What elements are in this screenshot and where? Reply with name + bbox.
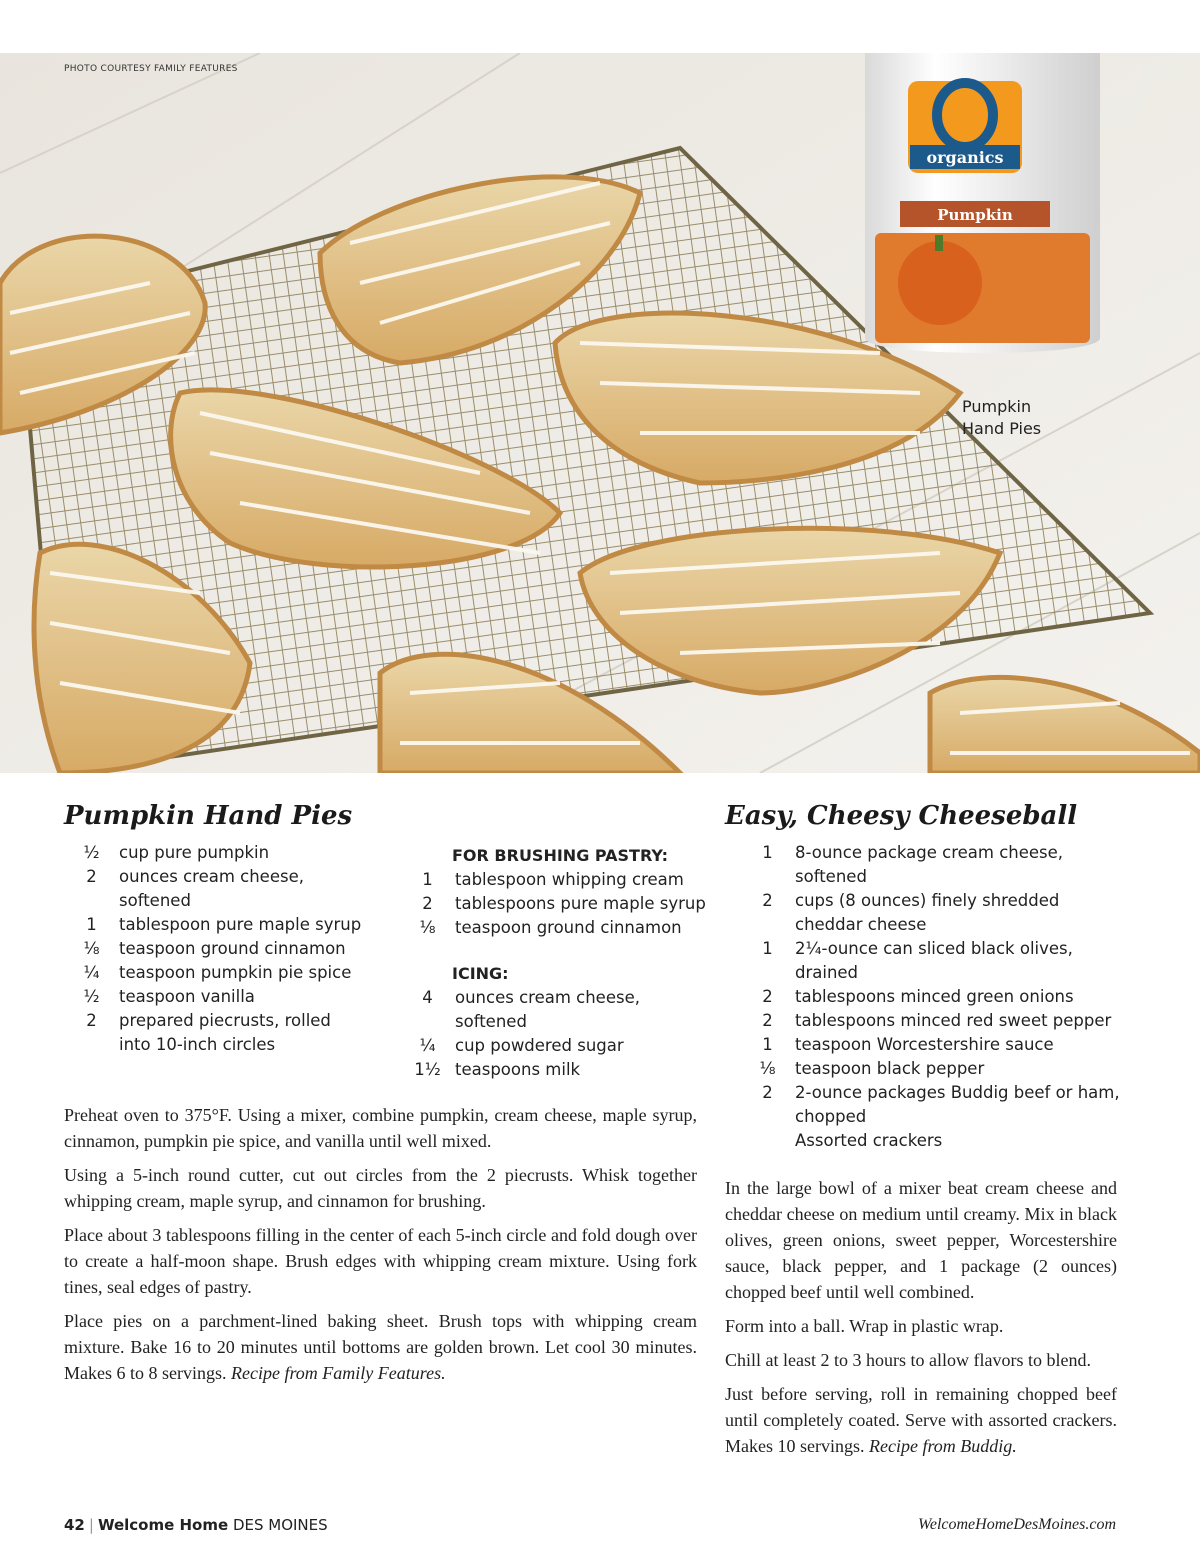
recipe-title-pumpkin: Pumpkin Hand Pies: [64, 801, 353, 831]
ingredient-row: ¼ cup powdered sugar: [419, 1036, 624, 1055]
ingredient-row: 1 tablespoon whipping cream: [422, 870, 684, 889]
ingredient-row: ⅛ teaspoon ground cinnamon: [419, 918, 682, 937]
svg-text:Pumpkin: Pumpkin: [937, 206, 1013, 224]
brushing-heading: FOR BRUSHING PASTRY:: [452, 846, 669, 865]
cheeseball-directions: [725, 1175, 1117, 1467]
photo-caption: Pumpkin Hand Pies: [962, 397, 1042, 438]
ingredient-row: ⅛ teaspoon black pepper: [759, 1059, 985, 1078]
ingredient-row: 1 tablespoon pure maple syrup: [86, 915, 362, 934]
ingredient-row: chopped: [795, 1107, 867, 1126]
pumpkin-directions: [64, 1102, 697, 1394]
ingredient-row: softened: [795, 867, 867, 886]
ingredient-row: cheddar cheese: [795, 915, 927, 934]
direction-paragraph: Using a 5-inch round cutter, cut out circles from the 2 piecrusts. Whisk together whipping cream, maple syrup, and cinnamon for brushing.: [64, 1165, 697, 1211]
ingredient-row: 2 cups (8 ounces) finely shredded: [762, 891, 1060, 910]
ingredient-row: 1 teaspoon Worcestershire sauce: [762, 1035, 1054, 1054]
direction-paragraph: In the large bowl of a mixer beat cream cheese and cheddar cheese on medium until creamy. Mix in black olives, green onions, sweet pepper, Worcestershire sauce, black pepper, and 1 package (2 ounces) chopped beef until well combined.: [725, 1178, 1117, 1302]
ingredient-row: ½ teaspoon vanilla: [83, 987, 255, 1006]
recipe-credit: Recipe from Buddig.: [868, 1436, 1017, 1456]
ingredient-row: 2 tablespoons minced red sweet pepper: [762, 1011, 1112, 1030]
folio: 42 | Welcome Home DES MOINES: [64, 1516, 328, 1534]
ingredient-row: 2 2-ounce packages Buddig beef or ham,: [762, 1083, 1120, 1102]
ingredient-row: 2 ounces cream cheese,: [86, 867, 304, 886]
direction-paragraph: Preheat oven to 375°F. Using a mixer, combine pumpkin, cream cheese, maple syrup, cinnamon, pumpkin pie spice, and vanilla until well mixed.: [64, 1105, 697, 1151]
ingredient-row: ¼ teaspoon pumpkin pie spice: [83, 963, 352, 982]
website-url[interactable]: WelcomeHomeDesMoines.com: [917, 1516, 1116, 1533]
direction-paragraph: Place about 3 tablespoons filling in the center of each 5-inch circle and fold dough over to create a half-moon shape. Brush edges with whipping cream mixture. Using fork tines, seal edges of pastry.: [64, 1225, 697, 1297]
direction-paragraph: Place pies on a parchment-lined baking sheet. Brush tops with whipping cream mixture. Bake 16 to 20 minutes until bottoms are golden brown. Let cool 30 minutes. Makes 6 to 8 servings. Recipe from Family Features.: [64, 1311, 697, 1383]
ingredient-row: 1½ teaspoons milk: [414, 1060, 581, 1079]
recipe-title-cheeseball: Easy, Cheesy Cheeseball: [725, 801, 1078, 831]
direction-paragraph: Form into a ball. Wrap in plastic wrap.: [725, 1316, 1004, 1336]
pumpkin-can: [865, 53, 1100, 353]
ingredient-row: softened: [119, 891, 191, 910]
ingredient-row: 1 8-ounce package cream cheese,: [762, 843, 1064, 862]
direction-paragraph: Chill at least 2 to 3 hours to allow flavors to blend.: [725, 1350, 1091, 1370]
ingredient-row: ½ cup pure pumpkin: [83, 843, 270, 862]
pumpkin-ingredients: [64, 841, 394, 1057]
cheeseball-ingredients: [740, 841, 1150, 1153]
page-number: 42: [64, 1516, 85, 1534]
magazine-name: Welcome Home: [97, 1516, 229, 1534]
icing-heading: ICING:: [452, 964, 509, 983]
svg-text:organics: organics: [926, 148, 1004, 167]
pumpkin-sub-ingredients: [400, 844, 710, 1082]
ingredient-row: 2 tablespoons pure maple syrup: [422, 894, 706, 913]
photo-credit: PHOTO COURTESY FAMILY FEATURES: [64, 64, 238, 74]
ingredient-row: drained: [795, 963, 859, 982]
recipe-credit: Recipe from Family Features.: [230, 1363, 446, 1383]
ingredient-row: Assorted crackers: [795, 1131, 943, 1150]
ingredient-row: 1 2¼-ounce can sliced black olives,: [762, 939, 1073, 958]
ingredient-row: softened: [455, 1012, 527, 1031]
direction-paragraph: Just before serving, roll in remaining chopped beef until completely coated. Serve with assorted crackers. Makes 10 servings. Recipe from Buddig.: [725, 1384, 1117, 1456]
ingredient-row: 4 ounces cream cheese,: [422, 988, 640, 1007]
ingredient-row: ⅛ teaspoon ground cinnamon: [83, 939, 346, 958]
magazine-city: DES MOINES: [232, 1516, 328, 1534]
ingredient-row: 2 prepared piecrusts, rolled: [86, 1011, 331, 1030]
ingredient-row: 2 tablespoons minced green onions: [762, 987, 1074, 1006]
ingredient-row: into 10-inch circles: [119, 1035, 276, 1054]
